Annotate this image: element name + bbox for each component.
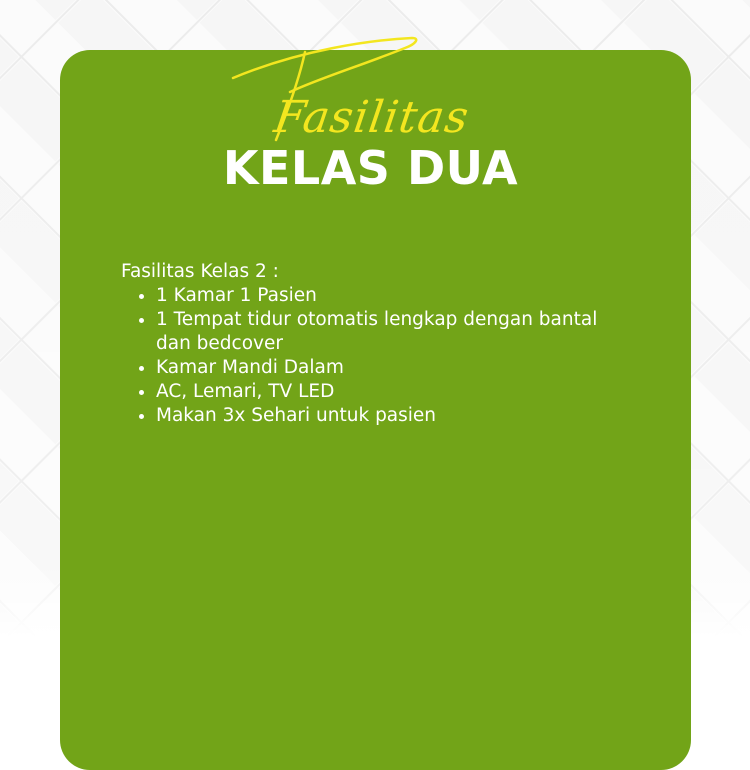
- page-title: KELAS DUA: [222, 141, 519, 195]
- list-item: • 1 Kamar 1 Pasien: [156, 284, 621, 308]
- list-item: • Kamar Mandi Dalam: [156, 356, 621, 380]
- list-item: • AC, Lemari, TV LED: [156, 380, 621, 404]
- list-item: • Makan 3x Sehari untuk pasien: [156, 404, 621, 428]
- script-flourish: [233, 38, 416, 92]
- facilities-heading: Fasilitas Kelas 2 :: [121, 261, 279, 282]
- list-item: • 1 Tempat tidur otomatis lengkap dengan bantal dan bedcover: [156, 308, 621, 356]
- facilities-list: [121, 284, 621, 428]
- facilities-content: [121, 260, 621, 428]
- script-title: [0, 30, 750, 150]
- script-title-text: Fasilitas: [271, 92, 473, 143]
